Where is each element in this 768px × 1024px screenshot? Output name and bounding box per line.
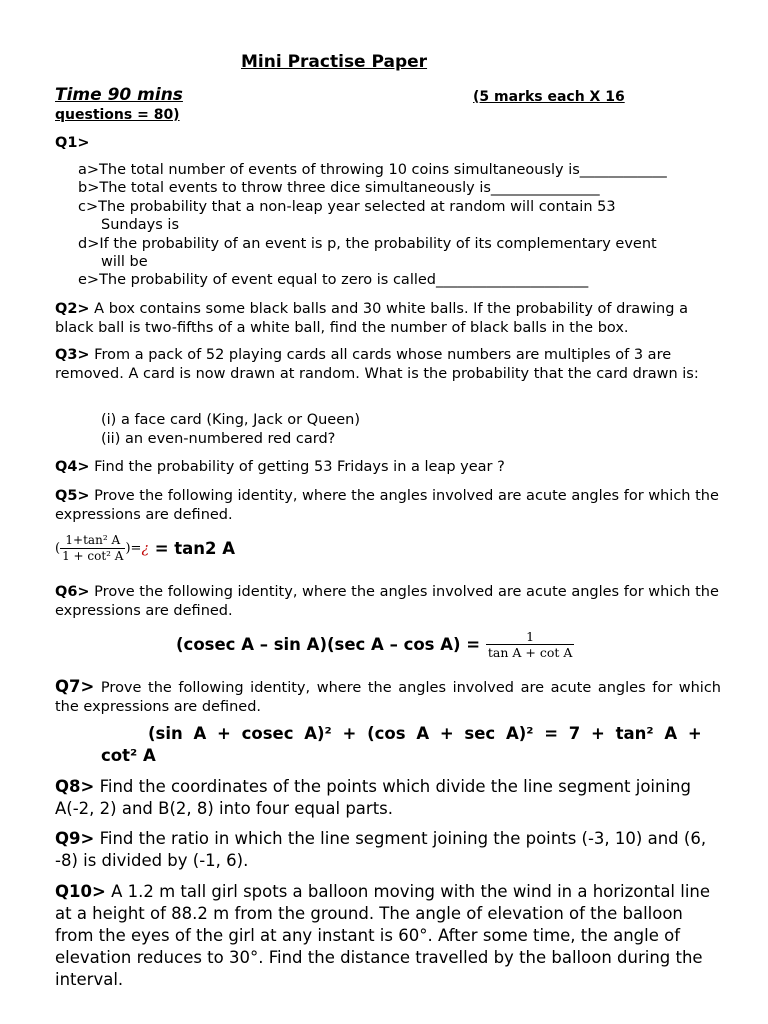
q9-label: Q9> <box>55 829 95 848</box>
q5-equation <box>55 533 235 564</box>
q1-part-c: c>The probability that a non-leap year selected at random will contain 53 <box>78 199 616 215</box>
q9-text: Find the ratio in which the line segment joining the points (-3, 10) and (6, -8) is divided by (-1, 6). <box>55 829 707 870</box>
q6-numerator: 1 <box>486 629 575 645</box>
q5-text: Prove the following identity, where the angles involved are acute angles for which the expressions are defined. <box>55 488 719 523</box>
q7-equation-line2: cot² A <box>101 746 156 765</box>
q6-fraction <box>486 629 575 660</box>
q7 <box>55 677 721 717</box>
q7-equation-line1: (sin A + cosec A)² + (cos A + sec A)² = 7 + tan² A + <box>148 724 702 743</box>
q3-text: From a pack of 52 playing cards all cards whose numbers are multiples of 3 are removed. A card is now drawn at random. What is the probability that the card drawn is: <box>55 347 699 382</box>
q5 <box>55 487 721 525</box>
q1-part-a: a>The total number of events of throwing 10 coins simultaneously is____________ <box>78 162 667 178</box>
marks-info-line2: questions = 80) <box>55 107 180 123</box>
q6-text: Prove the following identity, where the angles involved are acute angles for which the expressions are defined. <box>55 584 719 619</box>
q8-text: Find the coordinates of the points which divide the line segment joining A(-2, 2) and B(2, 8) into four equal parts. <box>55 777 691 818</box>
q3-item-ii: (ii) an even-numbered red card? <box>101 431 336 447</box>
q1-part-d-cont: will be <box>101 254 148 270</box>
q8-label: Q8> <box>55 777 95 796</box>
q5-numerator: 1+tan² A <box>60 533 125 549</box>
q3-label: Q3> <box>55 347 90 363</box>
q6-equation <box>176 629 574 660</box>
q5-fraction <box>60 533 125 564</box>
q1-part-e: e>The probability of event equal to zero is called_____________________ <box>78 272 589 288</box>
q5-glyph: ¿ <box>141 540 149 557</box>
q1-part-b: b>The total events to throw three dice simultaneously is_______________ <box>78 180 600 196</box>
q6 <box>55 583 721 621</box>
q10-label: Q10> <box>55 882 106 901</box>
time-allowed: Time 90 mins <box>55 85 183 105</box>
q8 <box>55 776 721 820</box>
q5-label: Q5> <box>55 488 90 504</box>
q2-text: A box contains some black balls and 30 white balls. If the probability of drawing a black ball is two-fifths of a white ball, find the number of black balls in the box. <box>55 301 688 336</box>
q6-lhs: (cosec A – sin A)(sec A – cos A) = <box>176 635 486 654</box>
q1-label: Q1> <box>55 135 90 151</box>
q6-label: Q6> <box>55 584 90 600</box>
q4 <box>55 458 721 477</box>
q1-part-c-cont: Sundays is <box>101 217 180 233</box>
q4-label: Q4> <box>55 459 90 475</box>
q9 <box>55 828 721 872</box>
page-title: Mini Practise Paper <box>241 52 428 72</box>
q5-rhs: = tan2 A <box>148 539 236 558</box>
q6-denominator: tan A + cot A <box>487 645 573 660</box>
marks-info-line1: (5 marks each X 16 <box>473 89 625 105</box>
q3 <box>55 346 721 384</box>
q5-denominator: 1 + cot² A <box>62 549 124 563</box>
q2-label: Q2> <box>55 301 90 317</box>
q3-item-i: (i) a face card (King, Jack or Queen) <box>101 412 360 428</box>
q4-text: Find the probability of getting 53 Fridays in a leap year ? <box>89 459 505 475</box>
q7-text: Prove the following identity, where the angles involved are acute angles for which the expressions are defined. <box>55 680 721 715</box>
q5-close-paren: )= <box>125 541 142 556</box>
q7-label: Q7> <box>55 677 95 696</box>
q5-open-paren: ( <box>55 541 61 556</box>
q10 <box>55 881 721 991</box>
q10-text: A 1.2 m tall girl spots a balloon moving with the wind in a horizontal line at a height of 88.2 m from the ground. The angle of elevation of the balloon from the eyes of the girl at any instant is 60°. After some time, the angle of elevation reduces to 30°. Find the distance travelled by the balloon during the interval. <box>55 882 711 989</box>
q2 <box>55 300 721 338</box>
q1-part-d: d>If the probability of an event is p, the probability of its complementary event <box>78 236 657 252</box>
